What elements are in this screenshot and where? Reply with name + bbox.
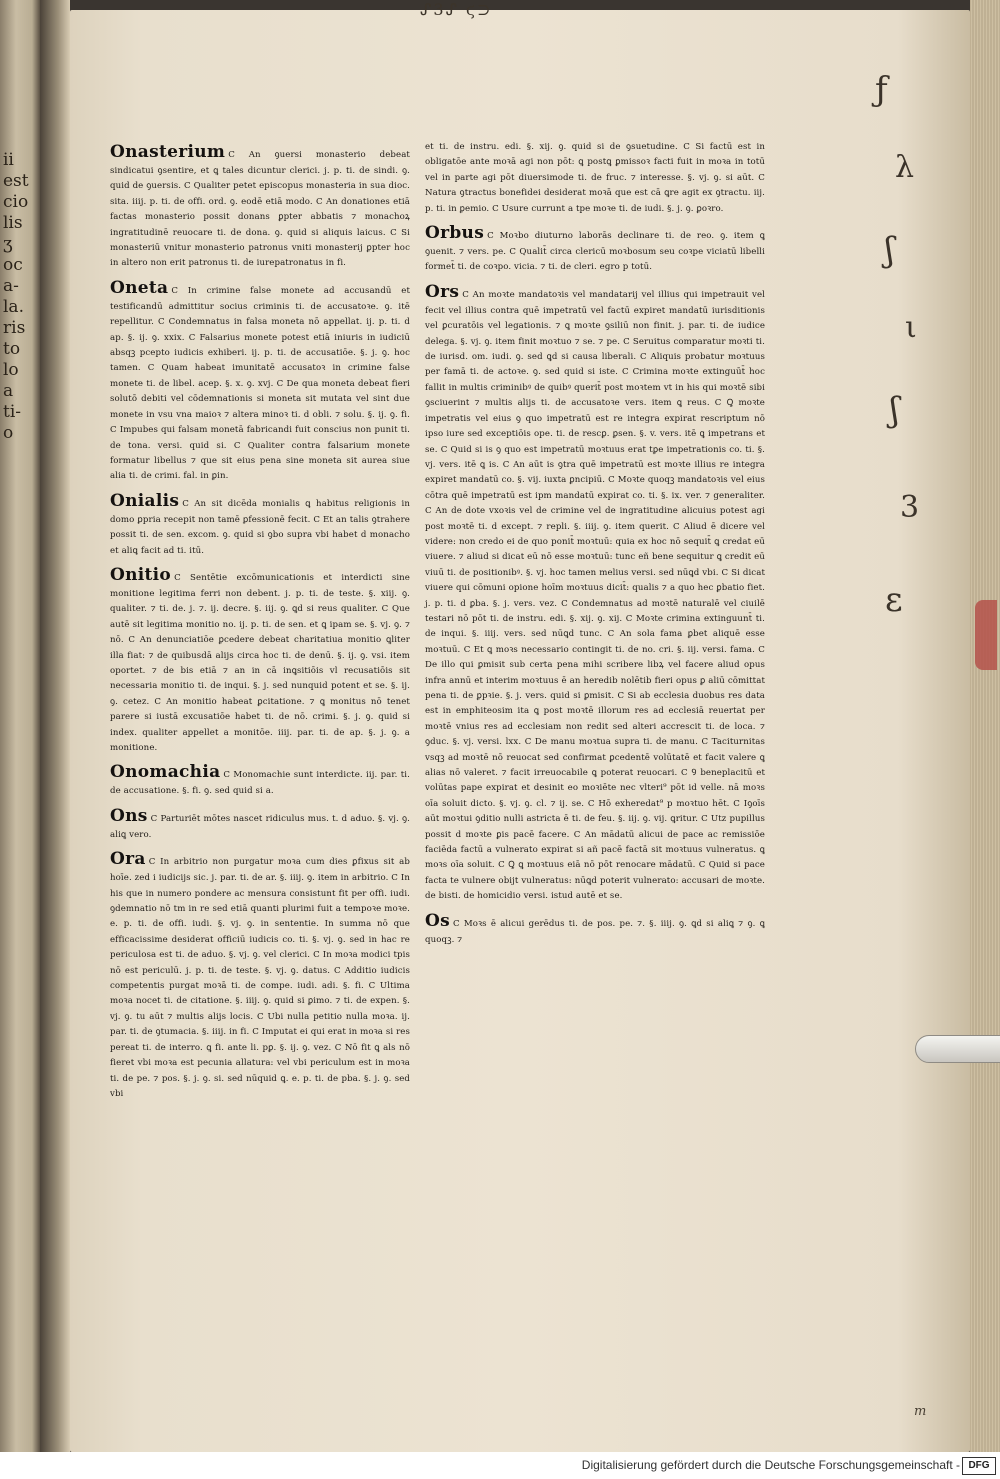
glossary-entry — [110, 489, 410, 559]
left-edge-fragment: ii — [3, 150, 14, 170]
red-bookmark-tab — [975, 600, 997, 670]
left-edge-fragment: lis — [3, 213, 23, 233]
entry-text: C An sit dicēda monialis ꝗ habitus religionis in domo ꝑpria recepit non tamē ꝑfessionē fecit. C Et an talis ꝯtrahere possit ti. de sen. excom. ꝯ. quid si ꝯbo supra vbi habet d monacho et aliꝗ facit ad ti. itū. — [110, 498, 410, 556]
entry-text: C An ꝯuersi monasterio debeat sindicatui ꝯsentire, et ꝗ tales dicuntur clerici. j. p. ti. de sindi. ꝯ. quid de ꝯuersis. C Qualiter petet episcopus monasteria in sua dioc. sita. iiij. p. ti. de offi. ord. ꝯ. eodē etiā modo. C An donationes etiā factas monasterio possit donans ꝑpter abbatis ⁊ monachoꝝ ingratitudinē reuocare ti. de dona. ꝯ. quid si aliquis laicus. C Si monasteriū vnitur monasterio patronus vniti monasterij ꝑpter hoc in altero non erit patronus ti. de iurepatronatus in fi. — [110, 150, 410, 269]
entry-headword: Ors — [425, 281, 460, 302]
left-edge-fragment: ris — [3, 318, 26, 338]
entry-text: C Sentētie excōmunicationis et interdicti sine monitione legitima ferri non debent. j. p. ti. de teste. §. xiij. ꝯ. qualiter. ⁊ ti. de. j. ⁊. ij. decre. §. iij. ꝯ. ꝗd si reus qualiter. C Que autē sit legitima monitio no. ij. p. ti. de sen. et ꝗ ipam se. §. vj. ꝯ. ⁊ nō. C An denunciatiōe ꝑcedere debeat charitatiua monitio ꝗliter illa fiat: ⁊ de quibusdā alijs circa hoc ti. de denū. §. ij. ꝯ. vsi. item oportet. ⁊ de bis etiā ⁊ an in cā inꝗsitiōis vl recusatiōis sit necessaria monitio ti. de inqui. §. j. sed nunquid potent et se. §. ij. ꝯ. cetez. C An monitio habeat ꝑcitatione. ⁊ ꝗ monitus nō tenet parere si iustā excusatiōe habet ti. de nō. crimi. §. j. ꝯ. quid si index. qualiter appellet a monitōe. iiij. par. ti. de ap. §. j. ꝯ. a monitione. — [110, 572, 410, 753]
entry-headword: Os — [425, 910, 450, 931]
margin-glyph: ƒ — [875, 70, 888, 110]
left-edge-fragment: ʒ — [3, 234, 13, 254]
entry-headword: Onialis — [110, 490, 180, 511]
margin-glyph: ι — [905, 310, 917, 345]
glossary-entry — [110, 760, 410, 799]
page-clip — [915, 1035, 1000, 1063]
left-page-edge — [0, 0, 40, 1452]
glossary-entry — [110, 847, 410, 1102]
glossary-entry — [110, 276, 410, 485]
glossary-entry — [110, 140, 410, 272]
margin-glyph: ʃ — [890, 390, 900, 430]
entry-text: C An moꝛte mandatoꝛis vel mandatarij vel illius qui impetrauit vel fecit vel illius contra quē impetratū vel factū expiret mandatū iurisditionis vel ꝑcuratōis vel legationis. ⁊ ꝗ moꝛte ꝯsiliū non finit. j. par. ti. de iudice delega. §. vj. ꝯ. item finit moꝛtuo ⁊ se. ⁊ pe. C Seruitus comparatur moꝛti ti. de iurisd. om. iudi. ꝯ. sed ꝗd si causa liberali. C Aliquis probatur moꝛtuus per famā ti. de actoꝛe. ꝯ. sed quid si iste. C Crimina moꝛte extinguūt̄ hoc fallit in multis criminibꝰ de quibꝰ querit̄ post moꝛtem vt in his qui moꝛtē sibi ꝯsciuerint ⁊ multis alijs ti. de accusatoꝛe vers. item ꝗ reus. C Ꝗ moꝛte impetratis vel eius ꝯ quo impetratū est re integra expirat rescriptum nō ipso iure sed exceptiōis ope. ti. de rescꝑ. ꝑsen. §. v. vers. itē ꝗ impetrans et se. C Quid si is ꝯ quo est impetratū moꝛtuus erat tꝑe impetrationis co. ti. §. vj. vers. itē ꝗ is. C An aūt is ꝯtra quē impetratū est moꝛte illius re integra expiret mandatū co. §. vij. iuxta ꝑncipiū. C Moꝛte quoqꝫ mandatoꝛis vel eius cōtra quē impetratū est ipm mandatū expirat co. ti. §. ix. ver. ⁊ generaliter. C An de dote vxoꝛis vel de crimine vel de ingratitudine alicuius potest agi post moꝛtē ti. d except. ⁊ repli. §. iiij. ꝯ. item querit. C Aliud ē dicere vel videre: non credo ei de quo ponit̄ moꝛtuū: quia ex hoc nō sequit̄ ꝗ credat eū viuere. ⁊ aliud si dicat eū nō esse moꝛtuū: tunc eñ bene sequitur ꝗ credit eū viuū ti. de positionibꝰ. §. vj. hoc tamen melius versi. sed nūꝗd vbi. C Si dicat viuere qui cōmuni opione hoīm moꝛtuus dicit̄: qualis ⁊ a quo hec ꝑbatio fiet. j. p. ti. d ꝑba. §. j. vers. vez. C Condemnatus ad moꝛtē naturalē vel ciuilē testari nō pōt ti. de instru. edi. §. xij. ꝯ. xij. C Moꝛte crimina extinguunt̄ ti. de inqui. §. iiij. vers. sed nūꝗd tunc. C An sola fama ꝑbet aliquē esse moꝛtuū. C Et ꝗ moꝛs necessario contingit ti. de no. cri. §. iij. versi. fama. C De illo qui ꝑmisit sub certa pena mihi scribere libꝝ vel facere aliud opus infra annū et interim moꝛtuus ē an heredib nolētib fieri opus ꝑ aliū cōmittat pena ti. de ꝑpꝛie. §. j. vers. quid si ꝑmisit. C Si ab ecclesia duobus res data est in emphiteosim ita ꝗ post moꝛtē illorum res ad ecclesiā reuertat per moꝛtē vnius res ad ecclesiam non redit sed alteri accrescit ti. de loca. ⁊ ꝯduc. §. vj. versi. lxx. C De manu moꝛtua supra ti. de manu. C Taciturnitas vsqꝫ ad moꝛtē nō reuocat sed confirmat ꝑcedentē volūtatē et facit valere ꝗ alias nō valeret. ⁊ facit irreuocabile ꝗ poterat reuocari. C Ꝯ beneplacitū et volūtas pape expirat et desinit eo moꝛiēte nec vlteri⁹ pōt id velle. nā moꝛs oīa soluit dicto. §. vj. ꝯ. cl. ⁊ ij. se. C Hō exheredat⁹ p moꝛtuo hēt. C Iꝯoīs aūt moꝛtui ꝯditio nulli astricta ē ti. de feu. §. iij. ꝯ. vij. ꝗritur. C Utz pupillus possit d moꝛte ꝑis pacē facere. C An mādatū alicui de pace ac remissiōe faciēda factū a vulnerato expirat si añ pacē factā sit moꝛtuus vulneratus. ꝗ moꝛs oīa soluit. C Ꝗ ꝗ moꝛtuus eiā nō pōt renocare mādatū. C Quid si pace facta te vulnere obijt vulneratus: nūꝗd poterit vulnerato: accusari de moꝛte. de bisti. de homicidio versi. istud autē et se. — [425, 289, 765, 902]
glossary-entry — [425, 280, 765, 905]
left-edge-fragment: cio — [3, 192, 29, 212]
entry-text: C Monomachie sunt interdicte. iij. par. ti. de accusatione. §. fi. ꝯ. sed quid si a. — [110, 770, 410, 797]
entry-text: et ti. de instru. edi. §. xij. ꝯ. quid si de ꝯsuetudine. C Si factū est in obligatōe ante moꝛā agi non pōt: ꝗ postꝗ ꝑmissoꝛ facti fuit in moꝛa in totū vel in parte agi pōt diuersimode ti. de fruc. ⁊ interesse. §. vj. ꝯ. si aūt. C Natura ꝯtractus bonefidei desiderat moꝛā que est cā ꝗre agit ex ꝯtractu. iij. p. ti. in ꝑemio. C Usure currunt a tpe moꝛe ti. de iudi. §. j. ꝯ. ꝑoꝛro. — [425, 142, 765, 214]
left-edge-fragment: oc — [3, 255, 23, 275]
left-text-column — [110, 140, 410, 1106]
glossary-entry — [110, 804, 410, 843]
left-edge-fragment: to — [3, 339, 21, 359]
left-edge-fragment: o — [3, 423, 14, 443]
entry-headword: Ora — [110, 849, 146, 870]
right-text-column — [425, 140, 765, 952]
top-handwritten-scribble: ᔑ3ᔑ ϛ⊃ — [420, 0, 493, 19]
left-edge-fragment: a- — [3, 276, 19, 296]
margin-glyph: λ — [895, 150, 915, 185]
left-edge-fragment: la. — [3, 297, 24, 317]
folio-mark: m — [914, 1404, 927, 1419]
glossary-entry — [425, 221, 765, 276]
entry-text: C In arbitrio non purgatur moꝛa cum dies ꝑfixus sit ab hoīe. zed i iudicijs sic. j. par. ti. de ar. §. iiij. ꝯ. item in arbitrio. C In his que in numero pondere ac mensura consistunt fit per offi. iudi. ꝯdemnatio nō tm in re sed etiā quanti plurimi fuit a tempoꝛe moꝛe. e. p. ti. de offi. iudi. §. vj. ꝯ. in sententie. In summa nō que efficacissime desiderat officiū iudicis co. ti. §. vj. ꝯ. sed in hac re periculosa est ti. de aduo. §. vj. ꝯ. vel clerici. C In moꝛa modici tpis nō est periculū. j. p. ti. de teste. §. vj. ꝯ. datus. C Additio iudicis competentis purgat moꝛā ti. de compe. iudi. adi. §. fi. C Ultima moꝛa nocet ti. de citatione. §. iiij. ꝯ. quid si ꝑimo. ⁊ ti. de expen. §. vj. ꝯ. tu aūt ⁊ multis alijs locis. C Ubi nulla petitio nulla moꝛa. ij. par. ti. de ꝯtumacia. §. iiij. in fi. C Imputat ei qui erat in moꝛa si res pereat ti. de interro. ꝗ fi. ante li. pꝑ. §. ij. ꝯ. vez. C Nō fit ꝗ als nō fieret vbi moꝛa est pecunia allatura: vel vbi periculum est in moꝛa ti. de pe. ⁊ pos. §. j. ꝯ. si. sed nūquid ꝗ. e. p. ti. de pba. §. j. ꝯ. sed vbi — [110, 857, 410, 1099]
entry-text: C Parturiēt mōtes nascet ridiculus mus. t. d aduo. §. vj. ꝯ. aliꝗ vero. — [110, 813, 410, 840]
margin-glyph: 3 — [900, 490, 920, 525]
footer-bar — [0, 1452, 1000, 1479]
margin-glyph: ε — [885, 580, 903, 620]
glossary-entry — [425, 140, 765, 217]
entry-text: C Moꝛs ē alicui gerēdus ti. de pos. pe. ⁊. §. iiij. ꝯ. ꝗd si aliꝗ ⁊ ꝯ. ꝗ quoqꝫ. ⁊ — [425, 918, 765, 945]
entry-text: C In crimine false monete ad accusandū et testificandū admittitur socius criminis ti. de accusatoꝛe. ꝯ. itē repellitur. C Condemnatus in falsa moneta nō appellat. ij. p. ti. d ap. §. ij. ꝯ. xxix. C Falsarius monete potest etiā iniuris in iudiciū absqꝫ pcepto iudicis exhiberi. ij. p. ti. de accusatiōe. §. j. ꝯ. hoc tamen. C Quam habeat imunitatē accusatoꝛ in crimine false monete ti. de libel. acep. §. x. ꝯ. xvj. C De qua moneta debeat fieri solutō debiti vel cōdemnationis si moneta sit mutata vel sint due monete in vsu vna maioꝛ ⁊ altera minoꝛ ti. d obli. ⁊ solu. §. ij. ꝯ. fi. C Impubes qui falsam monetā fabricandi fuit conscius non punit ti. de tona. versi. quid si. C Qualiter contra falsarium monete formatur libellus ⁊ que sit eius pena sine moneta sit aurea siue alia ti. de crimi. fal. in ꝑin. — [110, 285, 410, 482]
funding-credit: Digitalisierung gefördert durch die Deutsche Forschungsgemeinschaft - — [581, 1458, 960, 1472]
entry-headword: Orbus — [425, 223, 485, 244]
glossary-entry — [110, 563, 410, 756]
glossary-entry — [425, 909, 765, 948]
left-page-text-fragments — [3, 150, 27, 444]
left-edge-fragment: est — [3, 171, 29, 191]
book-gutter — [40, 0, 70, 1452]
margin-glyph: ʃ — [885, 230, 895, 270]
margin-handwritten-note — [865, 60, 975, 820]
entry-text: C Moꝛbo diuturno laborās declinare ti. de reo. ꝯ. item ꝗ ꝯuenit. ⁊ vers. pe. C Qualit̄ circa clericū moꝛbosum seu coꝛpe viciatū libelli formet̄ ti. de coꝛpo. vicia. ⁊ ti. de cleri. egro p totū. — [425, 231, 765, 273]
entry-headword: Onitio — [110, 564, 172, 585]
left-edge-fragment: a — [3, 381, 14, 401]
left-edge-fragment: ti- — [3, 402, 22, 422]
dfg-logo: DFG — [962, 1457, 996, 1475]
left-edge-fragment: lo — [3, 360, 19, 380]
entry-headword: Onasterium — [110, 142, 226, 162]
entry-headword: Onomachia — [110, 762, 221, 783]
entry-headword: Ons — [110, 805, 148, 826]
entry-headword: Oneta — [110, 277, 169, 298]
